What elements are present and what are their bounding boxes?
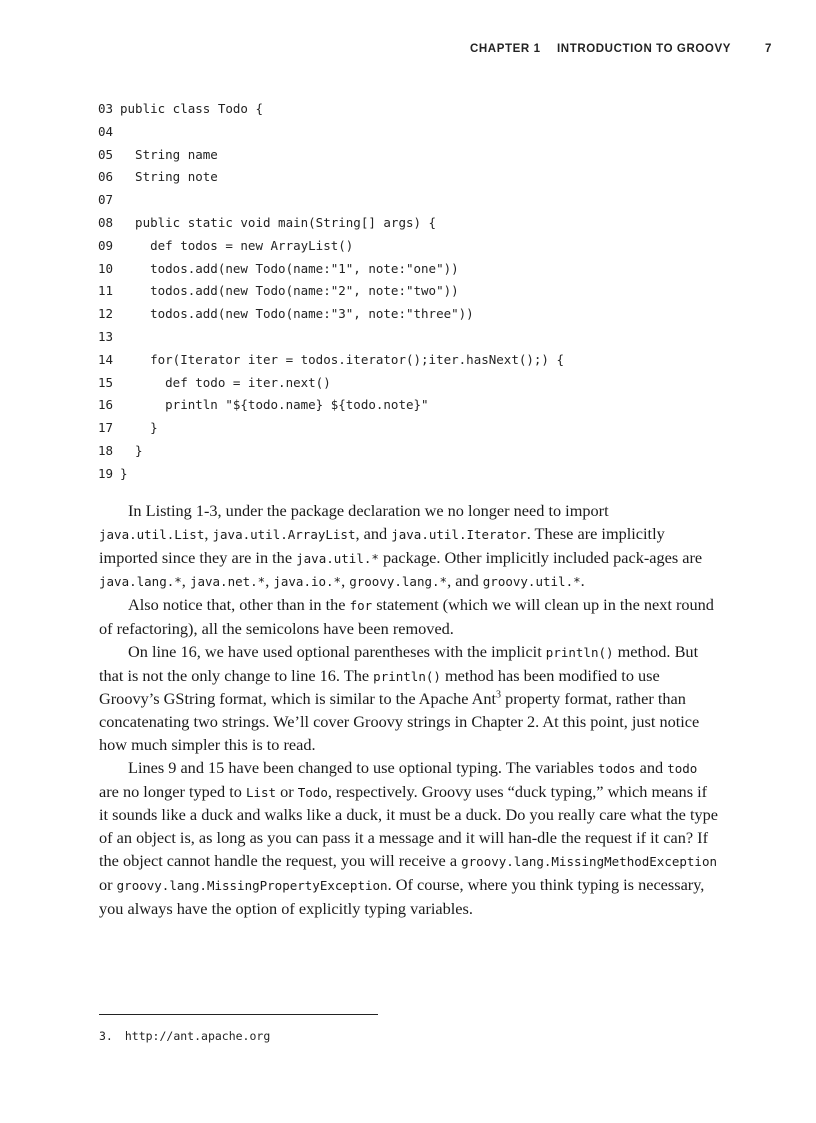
code-line: [98, 98, 564, 121]
inline-code: groovy.lang.MissingPropertyException: [116, 877, 388, 893]
inline-code: java.util.Iterator: [391, 526, 527, 542]
chapter-label: CHAPTER 1: [470, 43, 541, 55]
line-number: 14: [98, 351, 114, 367]
code-text: def todo = iter.next(): [120, 374, 331, 390]
code-text: todos.add(new Todo(name:"3", note:"three")): [120, 306, 474, 322]
code-line: [98, 235, 564, 258]
paragraph: On line 16, we have used optional parentheses with the implicit println() method. But that is not the only change to line 16. The println() method has been modified to use Groovy’s GString format, which is similar to the Apache Ant$^3$ property format, rather than concatenating two strings. We’ll cover Groovy strings in Chapter 2. At this point, just notice how much simpler this is to read.: [99, 641, 700, 754]
code-line: [98, 326, 564, 349]
code-line: [98, 189, 564, 212]
inline-code: java.util.*: [296, 550, 379, 566]
line-number: 05: [98, 146, 114, 162]
inline-code: groovy.lang.MissingMethodException: [461, 853, 717, 869]
code-line: [98, 121, 564, 144]
code-line: [98, 417, 564, 440]
code-line: [98, 258, 564, 281]
inline-code: List: [245, 784, 277, 800]
code-text: }: [120, 442, 143, 458]
line-number: 16: [98, 397, 114, 413]
code-text: public static void main(String[] args) {: [120, 214, 437, 230]
code-text: String name: [120, 146, 218, 162]
page-number: 7: [765, 43, 772, 55]
line-number: 07: [98, 192, 114, 208]
line-number: 18: [98, 442, 114, 458]
footnote: [99, 1029, 270, 1043]
code-line: [98, 303, 564, 326]
code-text: }: [120, 420, 158, 436]
line-number: 15: [98, 374, 114, 390]
code-line: [98, 144, 564, 167]
code-line: [98, 280, 564, 303]
code-text: todos.add(new Todo(name:"1", note:"one")): [120, 260, 459, 276]
line-number: 12: [98, 306, 114, 322]
inline-code: java.lang.*: [99, 574, 182, 590]
inline-code: Todo: [297, 784, 328, 800]
code-text: String note: [120, 169, 218, 185]
inline-code: java.io.*: [273, 574, 342, 590]
paragraph: Lines 9 and 15 have been changed to use optional typing. The variables todos and todo are no longer typed to List or Todo, respectively. Groovy uses “duck typing,” which means if it sounds like a duck and walks like a duck, it must be a duck. Do you really care what the type of an object is, as long as you can pass it a message and it will han-dle the request if it can? If the object cannot handle the request, you will receive a groovy.lang.MissingMethodException or groovy.lang.MissingPropertyException. Of course, where you think typing is necessary, you always have the option of explicitly typing variables.: [99, 757, 718, 918]
line-number: 04: [98, 123, 114, 139]
code-line: [98, 166, 564, 189]
footnote-url[interactable]: http://ant.apache.org: [124, 1029, 271, 1043]
line-number: 10: [98, 260, 114, 276]
body-text: [99, 500, 719, 920]
inline-code: todo: [667, 760, 698, 776]
line-number: 19: [98, 465, 114, 481]
inline-code: groovy.util.*: [482, 574, 581, 590]
inline-code: todos: [597, 760, 636, 776]
line-number: 03: [98, 101, 114, 116]
line-number: 06: [98, 169, 114, 185]
code-line: [98, 394, 564, 417]
code-text: println "${todo.name} ${todo.note}": [120, 397, 429, 413]
footnote-number: 3.: [99, 1029, 113, 1043]
code-listing: [98, 98, 564, 486]
code-text: def todos = new ArrayList(): [120, 237, 354, 253]
line-number: 09: [98, 237, 114, 253]
line-number: 13: [98, 328, 114, 344]
footnote-divider: [99, 1014, 378, 1015]
inline-code: java.util.ArrayList: [212, 526, 356, 542]
inline-code: for: [349, 598, 373, 614]
inline-code: println(): [545, 644, 614, 660]
paragraph: Also notice that, other than in the for statement (which we will clean up in the next round of refactoring), all the semicolons have been removed.: [99, 595, 714, 638]
line-number: 17: [98, 420, 114, 436]
code-text: public class Todo {: [120, 101, 263, 116]
paragraph: In Listing 1-3, under the package declaration we no longer need to import java.util.List, java.util.ArrayList, and java.util.Iterator. These are implicitly imported since they are in the java.util.* package. Other implicitly included pack-ages are java.lang.*, java.net.*, java.io.*, groovy.lang.*, and groovy.util.*.: [99, 501, 703, 591]
running-header: [0, 43, 816, 59]
code-text: todos.add(new Todo(name:"2", note:"two")): [120, 283, 459, 299]
footnote-reference: 3: [496, 689, 502, 701]
line-number: 08: [98, 214, 114, 230]
code-line: [98, 463, 564, 486]
code-text: }: [120, 465, 128, 481]
inline-code: java.util.List: [99, 526, 205, 542]
line-number: 11: [98, 283, 114, 299]
inline-code: println(): [373, 668, 441, 684]
code-line: [98, 349, 564, 372]
chapter-title: INTRODUCTION TO GROOVY: [557, 43, 731, 55]
code-text: for(Iterator iter = todos.iterator();iter.hasNext();) {: [120, 351, 565, 367]
code-line: [98, 212, 564, 235]
inline-code: java.net.*: [189, 574, 266, 590]
code-line: [98, 372, 564, 395]
code-line: [98, 440, 564, 463]
inline-code: groovy.lang.*: [349, 574, 448, 590]
